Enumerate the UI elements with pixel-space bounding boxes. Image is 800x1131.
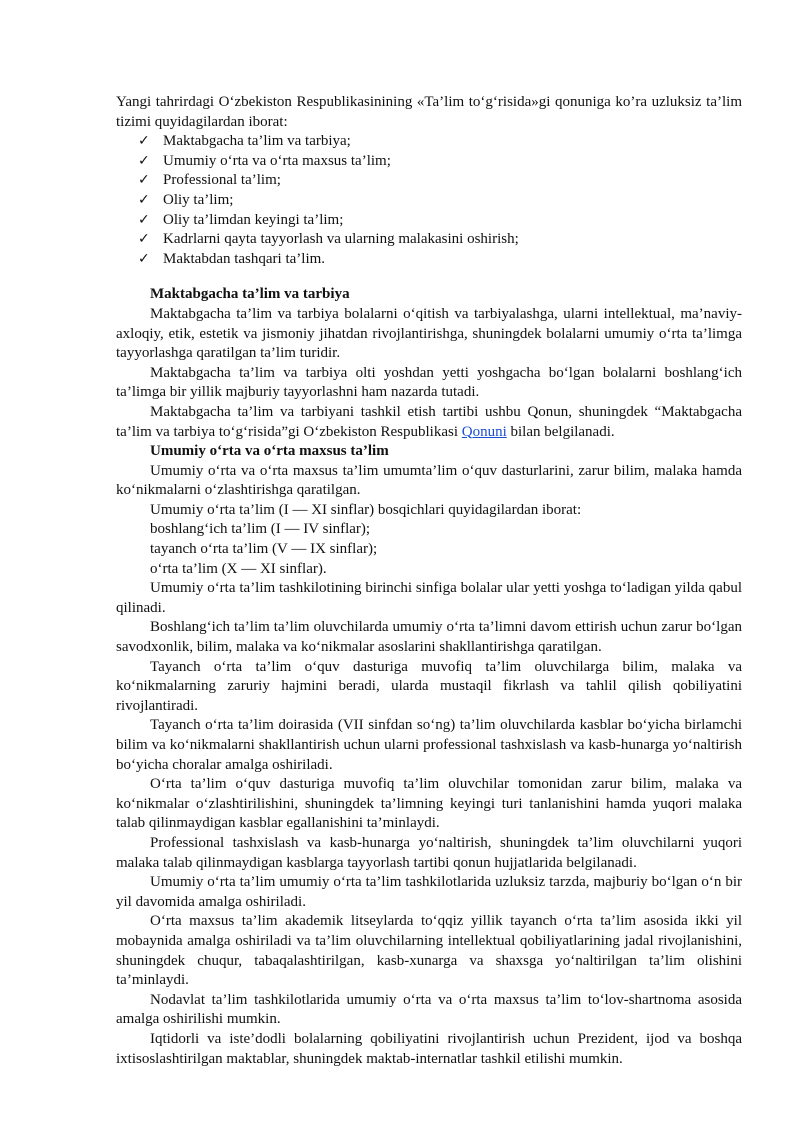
list-item: ✓ Umumiy o‘rta va o‘rta maxsus ta’lim; — [138, 152, 742, 172]
document-page — [116, 93, 742, 1069]
check-icon: ✓ — [138, 250, 150, 267]
check-icon: ✓ — [138, 133, 150, 150]
list-item: ✓ Maktabgacha ta’lim va tarbiya; — [138, 132, 742, 152]
check-icon: ✓ — [138, 231, 150, 248]
paragraph: Umumiy o‘rta ta’lim umumiy o‘rta ta’lim tashkilotlarida uzluksiz tarzda, majburiy bo‘lgan o‘n bir yil davomida amalga oshiriladi. — [116, 874, 742, 910]
paragraph: Maktabgacha ta’lim va tarbiya olti yoshdan yetti yoshgacha bo‘lgan bolalarni boshlang‘ich ta’limga bir yillik majburiy tayyorlashni ham nazarda tutadi. — [116, 364, 742, 401]
check-icon: ✓ — [138, 172, 150, 189]
paragraph: O‘rta maxsus ta’lim akademik litseylarda to‘qqiz yillik tayanch o‘rta ta’lim asosida ikki yil mobaynida amalga oshiriladi va ta’lim oluvchilarning intellektual qobiliyatlarining jadal rivojlanishini, shuningdek chuqur, tabaqalashtirilgan, kasb-xunarga va shaxsga yo‘naltirilgan ta’lim olishini ta’minlaydi. — [116, 913, 742, 989]
law-link[interactable]: Qonuni — [461, 423, 507, 440]
paragraph: O‘rta ta’lim o‘quv dasturiga muvofiq ta’lim oluvchilar tomonidan zarur bilim, malaka va ko‘nikmalar o‘zlashtirilishini, shuningdek ta’limning keyingi turi tanlanishini hamda yuqori malaka talab qilinmaydigan kasblar egallanishini ta’minlaydi. — [116, 776, 742, 832]
list-item: ✓ Professional ta’lim; — [138, 171, 742, 191]
check-icon: ✓ — [138, 191, 150, 208]
paragraph: Iqtidorli va iste’dodli bolalarning qobiliyatini rivojlantirish uchun Prezident, ijod va boshqa ixtisoslashtirilgan maktablar, shuningdek maktab-internatlar tashkil etilishi mumkin. — [116, 1030, 742, 1067]
paragraph: Tayanch o‘rta ta’lim doirasida (VII sinfdan so‘ng) ta’lim oluvchilarda kasblar bo‘yicha birlamchi bilim va ko‘nikmalarni shakllantirish uchun ularni professional tashxislash va kasb-hunarga yo‘naltirish bo‘yicha choralar amalga oshiriladi. — [116, 717, 742, 773]
paragraph: Umumiy o‘rta ta’lim tashkilotining birinchi sinfiga bolalar ular yetti yoshga to‘ladigan yilda qabul qilinadi. — [116, 580, 742, 616]
section-heading-general-secondary: Umumiy o‘rta va o‘rta maxsus ta’lim — [150, 443, 389, 460]
check-icon: ✓ — [138, 152, 150, 169]
paragraph: Nodavlat ta’lim tashkilotlarida umumiy o‘rta va o‘rta maxsus ta’lim to‘lov-shartnoma asosida amalga oshirilishi mumkin. — [116, 991, 742, 1028]
paragraph: Maktabgacha ta’lim va tarbiya bolalarni o‘qitish va tarbiyalashga, ularni intellektual, ma’naviy-axloqiy, etik, estetik va jismoniy jihatdan rivojlantirishga, shuningdek bolalarni umumiy o‘rta ta’limga tayyorlashga qaratilgan ta’lim turidir. — [116, 305, 742, 362]
paragraph: Professional tashxislash va kasb-hunarga yo‘naltirish, shuningdek ta’lim oluvchilarni yuqori malaka talab qilinmaydigan kasblarga tayyorlash tartibi qonun hujjatlarida belgilanadi. — [116, 834, 742, 871]
list-item: ✓ Maktabdan tashqari ta’lim. — [138, 250, 742, 270]
education-types-list — [116, 132, 742, 269]
list-item: ✓ Oliy ta’lim; — [138, 191, 742, 211]
section-heading-preschool: Maktabgacha ta’lim va tarbiya — [150, 286, 350, 303]
paragraph: Umumiy o‘rta va o‘rta maxsus ta’lim umumta’lim o‘quv dasturlarini, zarur bilim, malaka hamda ko‘nikmalarni o‘zlashtirishga qaratilgan. — [116, 462, 742, 499]
paragraph: Tayanch o‘rta ta’lim o‘quv dasturiga muvofiq ta’lim oluvchilarga bilim, malaka va ko‘nikmalarning zaruriy hajmini beradi, ularda mustaqil fikrlash va tahlil qilish qobiliyatini rivojlantiradi. — [116, 658, 742, 714]
paragraph-with-link: Maktabgacha ta’lim va tarbiyani tashkil etish tartibi ushbu Qonun, shuningdek “Maktabgacha ta’lim va tarbiya to‘g‘risida”gi O‘zbekiston Respublikasi Qonuni bilan belgilanadi. — [116, 403, 742, 440]
check-icon: ✓ — [138, 211, 150, 228]
section-spacer — [116, 269, 742, 285]
intro-paragraph: Yangi tahrirdagi O‘zbekiston Respublikasinining «Ta’lim to‘g‘risida»gi qonuniga ko’ra uzluksiz ta’lim tizimi quyidagilardan iborat: — [116, 94, 742, 130]
stage-line: o‘rta ta’lim (X — XI sinflar). — [150, 560, 327, 577]
stage-line: tayanch o‘rta ta’lim (V — IX sinflar); — [150, 541, 378, 558]
list-item: ✓ Oliy ta’limdan keyingi ta’lim; — [138, 211, 742, 231]
stage-line: boshlang‘ich ta’lim (I — IV sinflar); — [150, 521, 371, 538]
list-item: ✓ Kadrlarni qayta tayyorlash va ularning malakasini oshirish; — [138, 230, 742, 250]
paragraph: Umumiy o‘rta ta’lim (I — XI sinflar) bosqichlari quyidagilardan iborat: — [150, 501, 582, 518]
paragraph: Boshlang‘ich ta’lim ta’lim oluvchilarda umumiy o‘rta ta’limni davom ettirish uchun zarur bo‘lgan savodxonlik, bilim, malaka va ko‘nikmalar asoslarini shakllantirishga qaratilgan. — [116, 619, 742, 656]
